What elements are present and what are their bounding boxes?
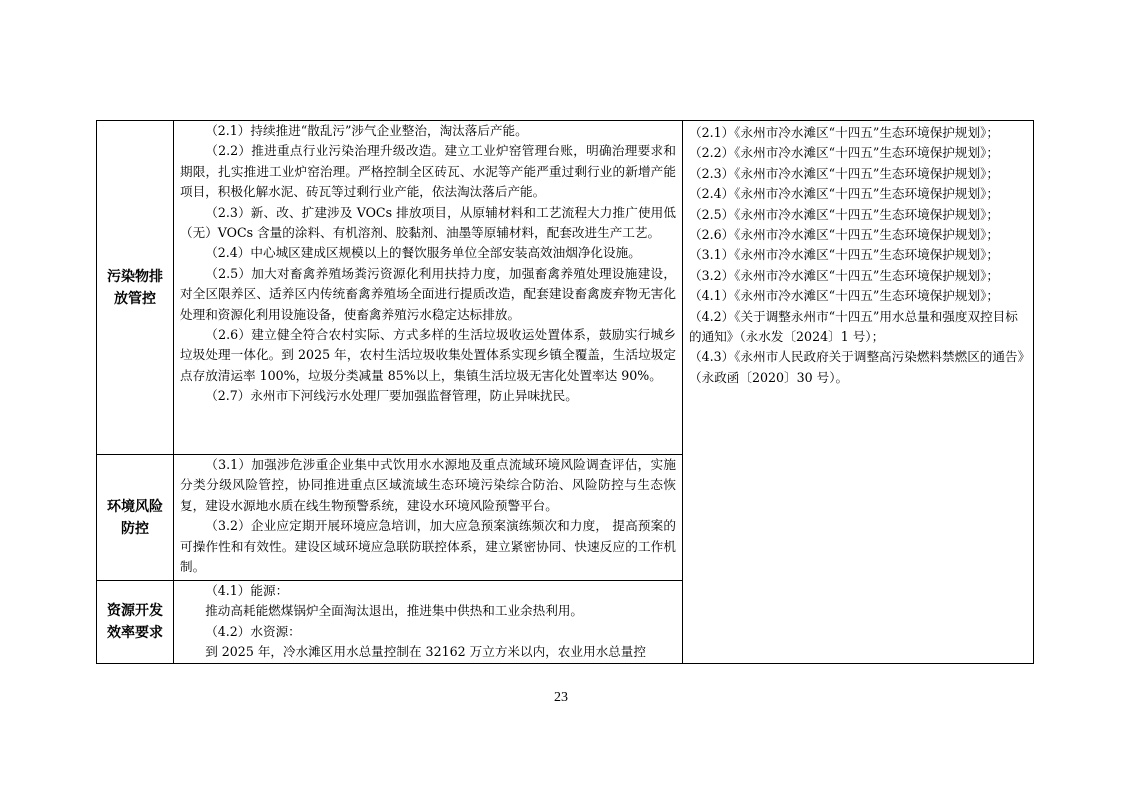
measure-item: （2.2）推进重点行业污染治理升级改造。建立工业炉窑管理台账，明确治理要求和期限，扎实推进工业炉窑治理。严格控制全区砖瓦、水泥等产能严重过剩行业的新增产能项目，积极化解水泥、砖瓦等过剩行业产能，依法淘汰落后产能。 — [180, 143, 676, 200]
measure-item: 推动高耗能燃煤锅炉全面淘汰退出，推进集中供热和工业余热利用。 — [205, 603, 583, 619]
reference-item: （2.5）《永州市冷水滩区“十四五”生态环境保护规划》； — [689, 206, 999, 222]
category-label: 污染物排放管控 — [107, 268, 163, 307]
measure-item: （2.7）永州市下河线污水处理厂要加强监督管理，防止异味扰民。 — [205, 388, 578, 404]
reference-item: （4.3）《永州市人民政府关于调整高污染燃料禁燃区的通告》（永政函〔2020〕30 号）。 — [689, 349, 1024, 385]
measure-item: （2.4）中心城区建成区规模以上的餐饮服务单位全部安装高效油烟净化设施。 — [205, 245, 641, 261]
measure-item: （4.2）水资源： — [205, 623, 301, 639]
requirements-table — [96, 120, 1034, 664]
category-cell — [97, 121, 174, 455]
reference-item: （2.2）《永州市冷水滩区“十四五”生态环境保护规划》； — [689, 145, 999, 161]
measure-item: 到 2025 年，冷水滩区用水总量控制在 32162 万立方米以内，农业用水总量控 — [205, 644, 646, 660]
reference-item: （2.4）《永州市冷水滩区“十四五”生态环境保护规划》； — [689, 186, 999, 202]
reference-item: （2.6）《永州市冷水滩区“十四五”生态环境保护规划》； — [689, 227, 999, 243]
reference-item: （2.3）《永州市冷水滩区“十四五”生态环境保护规划》； — [689, 165, 999, 181]
reference-item: （4.1）《永州市冷水滩区“十四五”生态环境保护规划》； — [689, 288, 999, 304]
reference-item: （3.2）《永州市冷水滩区“十四五”生态环境保护规划》； — [689, 267, 999, 283]
category-label: 环境风险防控 — [107, 498, 163, 537]
page-number: 23 — [554, 690, 568, 705]
measures-cell — [174, 581, 683, 664]
category-cell — [97, 455, 174, 581]
references-cell — [683, 121, 1034, 664]
measure-item: （3.2）企业应定期开展环境应急培训，加大应急预案演练频次和力度， 提高预案的可操作性和有效性。建设区域环境应急联防联控体系，建立紧密协同、快速反应的工作机制。 — [180, 518, 676, 575]
measure-item: （2.5）加大对畜禽养殖场粪污资源化利用扶持力度，加强畜禽养殖处理设施建设，对全区限养区、适养区内传统畜禽养殖场全面进行提质改造，配套建设畜禽废弃物无害化处理和资源化利用设施设备，使畜禽养殖污水稳定达标排放。 — [180, 265, 676, 322]
measure-item: （3.1）加强涉危涉重企业集中式饮用水水源地及重点流域环境风险调查评估，实施分类分级风险管控，协同推进重点区域流域生态环境污染综合防治、风险防控与生态恢复，建设水源地水质在线生物预警系统，建设水环境风险预警平台。 — [180, 457, 676, 513]
measure-item: （2.6）建立健全符合农村实际、方式多样的生活垃圾收运处置体系，鼓励实行城乡垃圾处理一体化。到 2025 年，农村生活垃圾收集处置体系实现乡镇全覆盖，生活垃圾定点存放清运率 100%，垃圾分类减量 85%以上，集镇生活垃圾无害化处置率达 90%。 — [180, 327, 676, 383]
reference-item: （3.1）《永州市冷水滩区“十四五”生态环境保护规划》； — [689, 247, 999, 263]
category-cell — [97, 581, 174, 664]
reference-item: （4.2）《关于调整永州市“十四五”用水总量和强度双控目标的通知》（永水发〔2024〕1 号）； — [689, 308, 1018, 345]
measure-item: （2.3）新、改、扩建涉及 VOCs 排放项目，从原辅材料和工艺流程大力推广使用低（无）VOCs 含量的涂料、有机溶剂、胶黏剂、油墨等原辅材料，配套改进生产工艺。 — [180, 204, 676, 241]
measures-cell — [174, 455, 683, 581]
category-label: 资源开发效率要求 — [107, 603, 163, 641]
measures-cell — [174, 121, 683, 455]
table-row — [97, 121, 1034, 455]
reference-item: （2.1）《永州市冷水滩区“十四五”生态环境保护规划》； — [689, 125, 999, 140]
measure-item: （4.1）能源： — [205, 583, 289, 598]
measure-item: （2.1）持续推进“散乱污”涉气企业整治，淘汰落后产能。 — [205, 123, 528, 138]
